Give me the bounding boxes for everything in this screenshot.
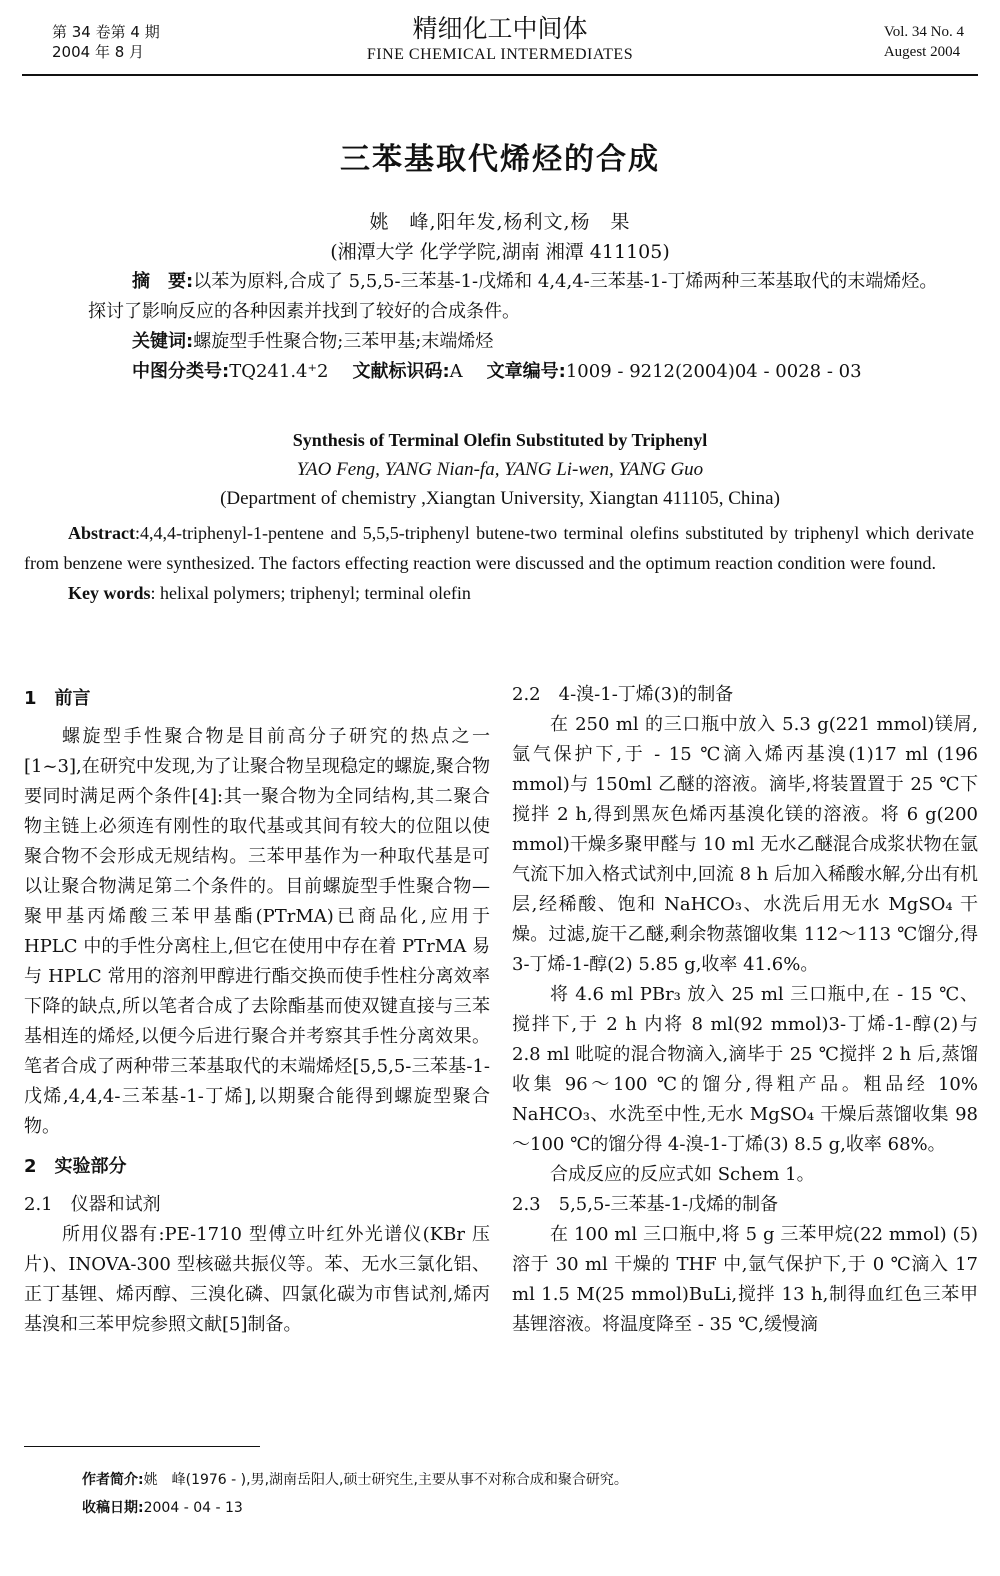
section-2-3-heading: 2.3 5,5,5-三苯基-1-戊烯的制备 <box>512 1194 779 1215</box>
author-bio <box>82 1466 628 1494</box>
footnote-rule <box>24 1446 260 1447</box>
keywords-en <box>24 578 974 608</box>
abstract-cn-text: 以苯为原料,合成了 5,5,5-三苯基-1-戊烯和 4,4,4-三苯基-1-丁烯两种三苯基取代的末端烯烃。探讨了影响反应的各种因素并找到了较好的合成条件。 <box>88 271 938 322</box>
authors: 姚 峰,阳年发,杨利文,杨 果 <box>369 211 631 233</box>
journal-name <box>300 14 700 66</box>
section-2-heading: 2 实验部分 <box>24 1156 127 1177</box>
issue-info <box>52 22 160 62</box>
journal-name-cn: 精细化工中间体 <box>412 14 588 43</box>
received-date-label: 收稿日期: <box>82 1500 144 1516</box>
header-rule <box>22 74 978 76</box>
abstract-cn <box>44 267 938 327</box>
doc-code-value: A <box>449 361 463 382</box>
clc-label: 中图分类号: <box>132 361 230 382</box>
section-2-2-paragraph-3: 合成反应的反应式如 Schem 1。 <box>550 1164 815 1185</box>
journal-name-en: FINE CHEMICAL INTERMEDIATES <box>366 46 634 63</box>
section-2-1-heading: 2.1 仪器和试剂 <box>24 1194 161 1215</box>
received-date <box>82 1494 628 1522</box>
classification-row <box>88 357 938 387</box>
section-2-1-paragraph: 所用仪器有:PE-1710 型傅立叶红外光谱仪(KBr 压片)、INOVA-300 型核磁共振仪等。苯、无水三氯化铝、正丁基锂、烯丙醇、三溴化磷、四氯化碳为市售试剂,烯丙基溴和三苯甲烷参照文献[5]制备。 <box>24 1224 490 1335</box>
section-2-2-paragraph-1: 在 250 ml 的三口瓶中放入 5.3 g(221 mmol)镁屑,氩气保护下,于 - 15 ℃滴入烯丙基溴(1)17 ml (196 mmol)与 150ml 乙醚的溶液。滴毕,将装置置于 25 ℃下搅拌 2 h,得到黑灰色烯丙基溴化镁的溶液。将 6 g(200 mmol)干燥多聚甲醛与 10 ml 无水乙醚混合成浆状物在氩气流下加入格式试剂中,回流 8 h 后加入稀酸水解,分出有机层,经稀酸、饱和 NaHCO₃、水洗后用无水 MgSO₄ 干燥。过滤,旋干乙醚,剩余物蒸馏收集 112～113 ℃馏分,得 3-丁烯-1-醇(2) 5.85 g,收率 41.6%。 <box>512 714 978 975</box>
date-en: Augest 2004 <box>883 44 961 60</box>
english-title: Synthesis of Terminal Olefin Substituted by Triphenyl <box>292 430 708 450</box>
doc-code-label: 文献标识码: <box>352 361 450 382</box>
abstract-en-text: :4,4,4-triphenyl-1-pentene and 5,5,5-triphenyl butene-two terminal olefins substituted by triphenyl which derivate from benzene were synthesized. The factors effecting reaction were discussed and the optimum reaction condition were found. <box>24 523 974 573</box>
keywords-cn-label: 关键词: <box>132 331 194 352</box>
english-abstract-block <box>24 518 974 608</box>
keywords-cn <box>88 327 938 357</box>
section-2-3-paragraph: 在 100 ml 三口瓶中,将 5 g 三苯甲烷(22 mmol) (5) 溶于 30 ml 干燥的 THF 中,氩气保护下,于 0 ℃滴入 17 ml 1.5 M(25 mmol)BuLi,搅拌 13 h,制得血红色三苯甲基锂溶液。将温度降至 - 35 ℃,缓慢滴 <box>512 1224 978 1335</box>
article-no-value: 1009 - 9212(2004)04 - 0028 - 03 <box>565 361 862 382</box>
section-2-2-paragraph-2: 将 4.6 ml PBr₃ 放入 25 ml 三口瓶中,在 - 15 ℃、搅拌下,于 2 h 内将 8 ml(92 mmol)3-丁烯-1-醇(2)与 2.8 ml 吡啶的混合物滴入,滴毕于 25 ℃搅拌 2 h 后,蒸馏收集 96～100 ℃的馏分,得粗产品。粗品经 10% NaHCO₃、水洗至中性,无水 MgSO₄ 干燥后蒸馏收集 98～100 ℃的馏分得 4-溴-1-丁烯(3) 8.5 g,收率 68%。 <box>512 984 978 1155</box>
received-date-text: 2004 - 04 - 13 <box>143 1500 243 1516</box>
section-1-paragraph: 螺旋型手性聚合物是目前高分子研究的热点之一[1~3],在研究中发现,为了让聚合物呈现稳定的螺旋,聚合物要同时满足两个条件[4]:其一聚合物为全同结构,其二聚合物主链上必须连有刚性的取代基或其间有较大的位阻以使聚合物不会形成无规结构。三苯甲基作为一种取代基是可以让聚合物满足第二个条件的。目前螺旋型手性聚合物—聚甲基丙烯酸三苯甲基酯(PTrMA)已商品化,应用于 HPLC 中的手性分离柱上,但它在使用中存在着 PTrMA 易与 HPLC 常用的溶剂甲醇进行酯交换而使手性柱分离效率下降的缺点,所以笔者合成了去除酯基而使双键直接与三苯基相连的烯烃,以便今后进行聚合并考察其手性分离效果。笔者合成了两种带三苯基取代的末端烯烃[5,5,5-三苯基-1-戊烯,4,4,4-三苯基-1-丁烯],以期聚合能得到螺旋型聚合物。 <box>24 726 490 1137</box>
right-column <box>512 680 978 1340</box>
affiliation: (湘潭大学 化学学院,湖南 湘潭 411105) <box>330 241 670 263</box>
section-1-heading: 1 前言 <box>24 688 91 709</box>
footnote <box>82 1466 628 1522</box>
keywords-en-text: : helixal polymers; triphenyl; terminal olefin <box>150 583 471 603</box>
article-no-label: 文章编号: <box>486 361 566 382</box>
keywords-en-label: Key words <box>68 583 151 603</box>
section-2-2-heading: 2.2 4-溴-1-丁烯(3)的制备 <box>512 684 734 705</box>
author-bio-text: 姚 峰(1976 - ),男,湖南岳阳人,硕士研究生,主要从事不对称合成和聚合研究。 <box>143 1472 628 1488</box>
author-bio-label: 作者简介: <box>82 1472 144 1488</box>
issue-info-en <box>884 22 964 62</box>
volume-en: Vol. 34 No. 4 <box>883 24 964 40</box>
abstract-en <box>24 518 974 578</box>
left-column <box>24 680 490 1340</box>
paper-title: 三苯基取代烯烃的合成 <box>340 142 660 177</box>
english-affiliation: (Department of chemistry ,Xiangtan University, Xiangtan 411105, China) <box>220 488 780 509</box>
issue-date: 2004 年 8 月 <box>52 43 145 61</box>
keywords-cn-text: 螺旋型手性聚合物;三苯甲基;末端烯烃 <box>193 331 494 352</box>
issue-volume: 第 34 卷第 4 期 <box>52 23 160 41</box>
chinese-abstract-block <box>88 267 938 387</box>
abstract-cn-label: 摘 要: <box>132 271 194 292</box>
abstract-en-label: Abstract <box>68 523 135 543</box>
english-authors: YAO Feng, YANG Nian-fa, YANG Li-wen, YANG Guo <box>296 459 704 480</box>
clc-value: TQ241.4⁺2 <box>229 361 329 382</box>
